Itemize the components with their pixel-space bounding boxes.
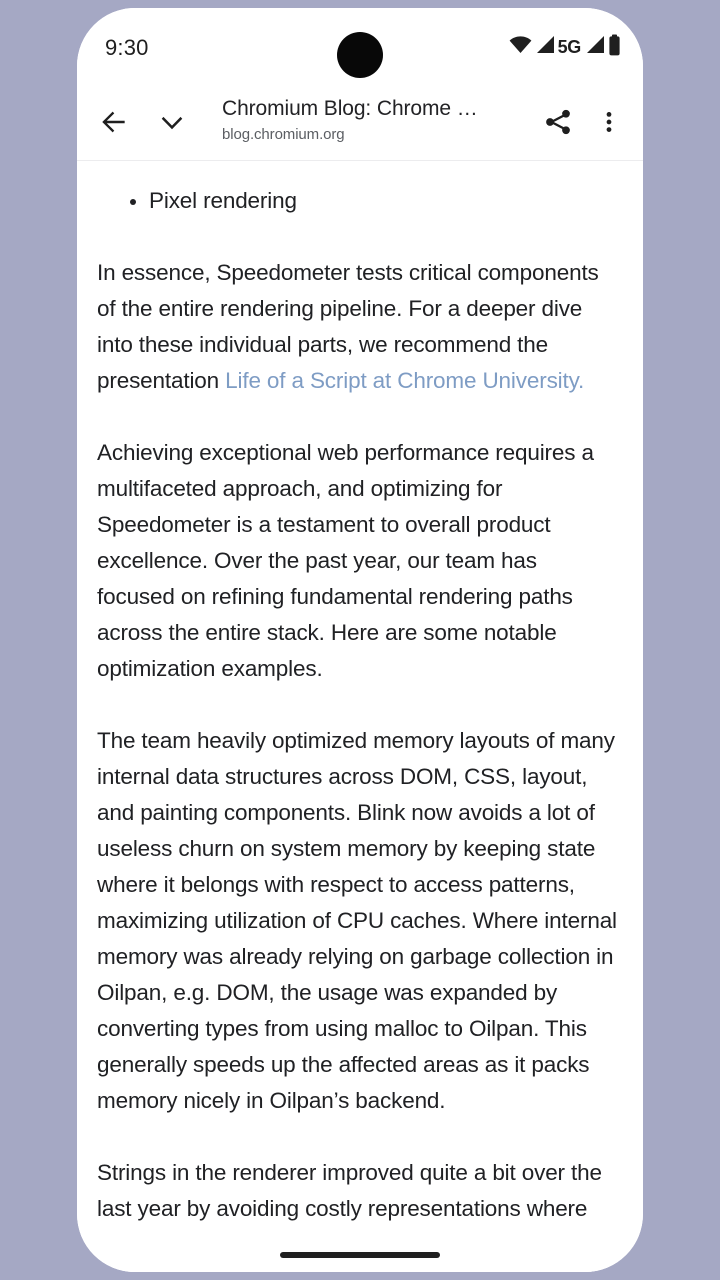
camera-punch-hole [337,32,383,78]
life-of-a-script-link[interactable]: Life of a Script at Chrome University. [225,368,585,393]
status-bar-clock: 9:30 [105,35,149,60]
battery-icon [608,34,621,61]
web-page-content[interactable] [77,161,643,1272]
list-item: Pixel rendering [149,183,617,219]
browser-toolbar [77,86,643,160]
share-button[interactable] [535,100,581,146]
share-icon [543,107,573,140]
page-title: Chromium Blog: Chrome … [222,97,478,120]
page-url: blog.chromium.org [222,126,345,143]
back-arrow-icon [98,106,130,141]
phone-frame [77,8,643,1272]
page-dropdown-button[interactable] [149,100,195,146]
signal-icon [535,35,555,59]
paragraph-memory-layouts: The team heavily optimized memory layouts of many internal data structures across DOM, CSS, layout, and painting components. Blink now avoids a lot of useless churn on system memory by keeping state where it belongs with respect to access patterns, maximizing utilization of CPU caches. Where internal memory was already relying on garbage collection in Oilpan, e.g. DOM, the usage was expanded by converting types from using malloc to Oilpan. This generally speeds up the affected areas as it packs memory nicely in Oilpan’s backend. [97,728,617,1113]
paragraph-lead-text: In essence, Speedometer tests critical components of the entire rendering pipeline. For a deeper dive into these individual parts, we recommend the presentation [97,260,599,393]
wifi-icon [509,35,532,59]
home-indicator[interactable] [280,1252,440,1258]
paragraph-in-essence [97,255,617,399]
signal-icon [585,35,605,59]
overflow-menu-button[interactable] [589,100,629,146]
paragraph-strings: Strings in the renderer improved quite a bit over the last year by avoiding costly representations where [97,1160,602,1221]
gesture-navigation-bar [77,1232,643,1272]
chevron-down-icon [156,106,188,141]
paragraph-achieving: Achieving exceptional web performance requires a multifaceted approach, and optimizing for Speedometer is a testament to overall product excellence. Over the past year, our team has focused on refining fundamental rendering paths across the entire stack. Here are some notable optimization examples. [97,440,594,681]
status-bar [77,8,643,86]
bullet-list [97,183,617,219]
url-bar[interactable] [222,94,512,146]
network-type-label: 5G [557,37,581,57]
status-bar-icons [509,34,621,60]
overflow-menu-icon [596,109,622,138]
back-button[interactable] [91,100,137,146]
